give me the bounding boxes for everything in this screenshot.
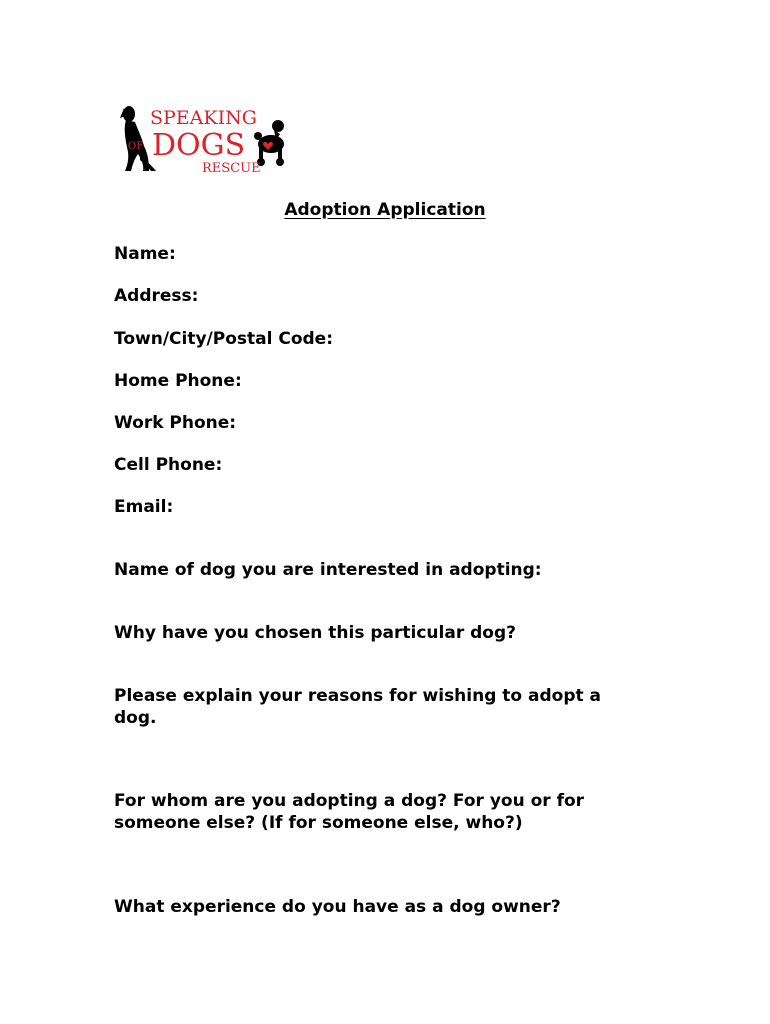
question-why-dog: Why have you chosen this particular dog? [114, 623, 516, 643]
logo-speaking: SPEAKING [150, 107, 257, 129]
town-city-postal-label: Town/City/Postal Code: [114, 329, 334, 349]
home-phone-label: Home Phone: [114, 371, 242, 391]
address-label: Address: [114, 286, 199, 306]
logo-of: OF [128, 141, 144, 152]
question-dog-name: Name of dog you are interested in adopting: [114, 560, 542, 580]
page-title: Adoption Application [284, 200, 486, 220]
question-reasons: Please explain your reasons for wishing to adopt a dog. [114, 686, 602, 728]
question-experience: What experience do you have as a dog owner? [114, 897, 561, 917]
name-label: Name: [114, 244, 176, 264]
cell-phone-label: Cell Phone: [114, 455, 223, 475]
question-for-whom: For whom are you adopting a dog? For you or for someone else? (If for someone else, who?) [114, 791, 585, 833]
logo-rescue: RESCUE [202, 161, 261, 176]
work-phone-label: Work Phone: [114, 413, 237, 433]
email-label: Email: [114, 497, 174, 517]
logo-dogs: DOGS [152, 128, 246, 163]
rescue-logo [118, 100, 293, 178]
